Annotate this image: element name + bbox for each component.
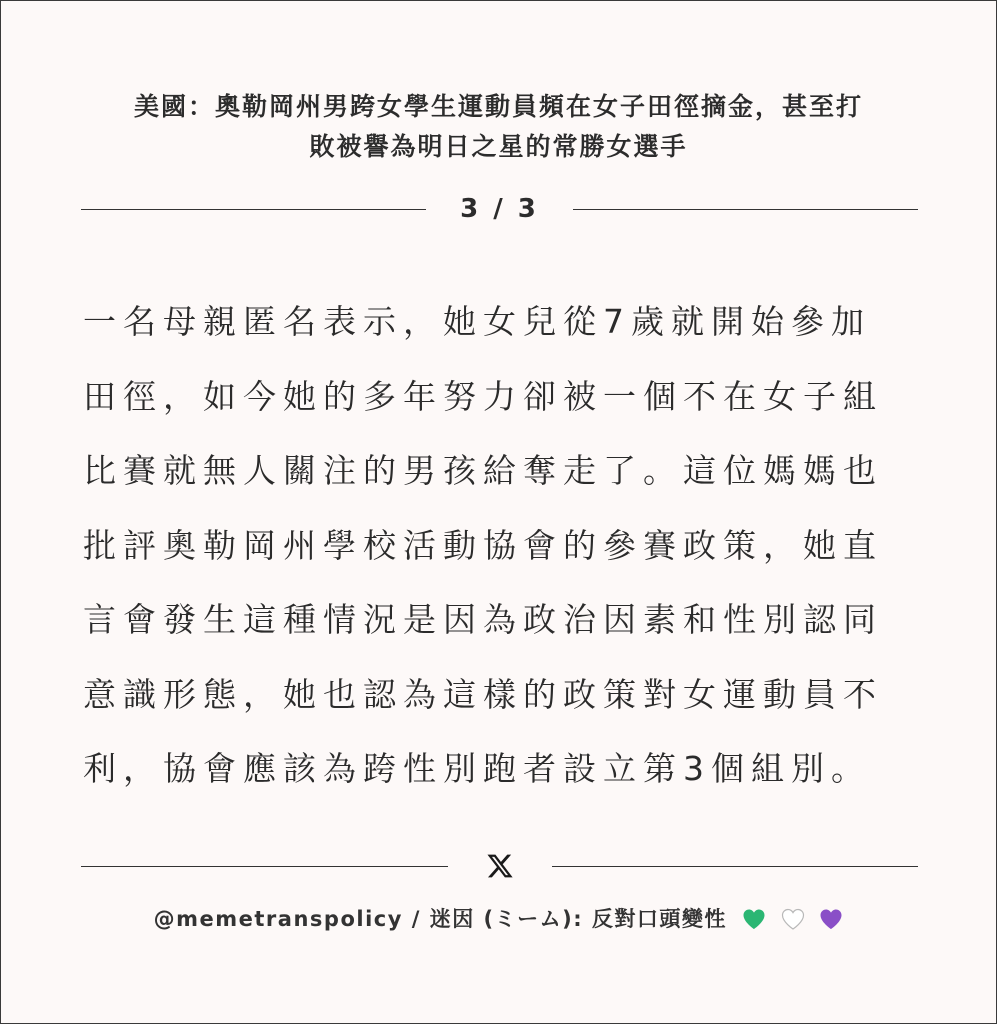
purple-heart-icon [819,908,843,935]
title-line-2: 敗被譽為明日之星的常勝女選手 [309,132,688,161]
body-line: 言會發生這種情況是因為政治因素和性別認同 [83,600,883,639]
body-line: 利，協會應該為跨性別跑者設立第3個組別。 [83,749,871,788]
post-title [41,87,956,167]
divider-line-left [81,209,426,210]
divider-line-right [573,209,918,210]
green-heart-icon [742,908,766,935]
body-line: 比賽就無人關注的男孩給奪走了。這位媽媽也 [83,451,883,490]
white-heart-icon [781,908,805,935]
body-line: 意識形態，她也認為這樣的政策對女運動員不 [83,674,883,714]
footer [31,903,966,935]
page-divider [81,189,918,229]
divider-line-right [552,866,919,867]
body-line: 批評奧勒岡州學校活動協會的參賽政策，她直 [83,525,883,565]
body-line: 一名母親匿名表示，她女兒從7歲就開始參加 [83,302,871,341]
body-line: 田徑，如今她的多年努力卻被一個不在女子組 [83,376,883,416]
body-text [83,285,923,807]
x-logo-icon [448,852,552,880]
footer-handle: @memetranspolicy / 迷因 (ミーム): 反對口頭變性 [153,907,727,931]
page-indicator: 3 / 3 [460,194,539,224]
footer-divider [81,846,918,886]
divider-line-left [81,866,448,867]
title-line-1: 美國：奧勒岡州男跨女學生運動員頻在女子田徑摘金，甚至打 [133,92,863,121]
